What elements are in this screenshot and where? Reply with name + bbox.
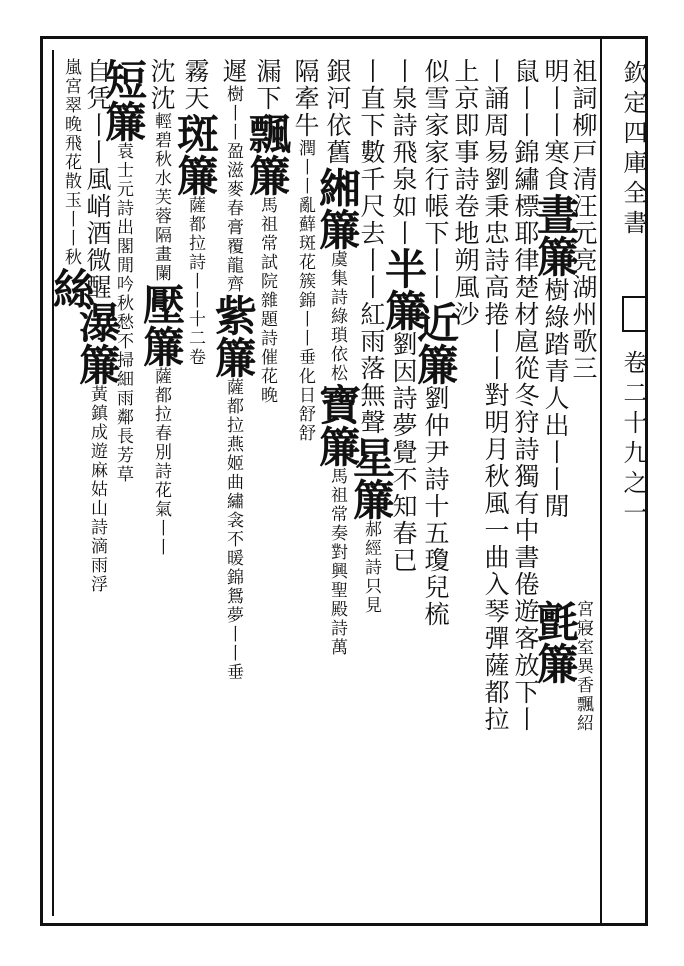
text-column-11 bbox=[243, 58, 292, 918]
column-text: 潤丨丨亂蘚斑 bbox=[295, 139, 315, 253]
entry-head: 半簾 bbox=[379, 247, 428, 331]
column-text: 輕碧秋水芙蓉隔畫闌 bbox=[151, 112, 171, 283]
text-column-12 bbox=[209, 58, 258, 918]
column-text: 郝經詩只見 bbox=[361, 520, 381, 615]
column-text: 霧天 bbox=[181, 58, 210, 112]
column-text: 劉仲尹詩十五瓊兒梳 bbox=[421, 385, 450, 628]
column-text: 馬祖常試院雜題詩催花晚 bbox=[257, 196, 277, 405]
entry-head: 寶簾 bbox=[313, 383, 362, 467]
entry-head: 飄簾 bbox=[243, 112, 292, 196]
text-column-5 bbox=[450, 58, 480, 458]
column-text: 樹丨丨盈滋麥春膏覆龍齊 bbox=[223, 85, 243, 294]
column-text: 丨泉詩飛泉如丨 bbox=[389, 58, 418, 247]
text-column-4 bbox=[480, 58, 510, 918]
text-column-right-tail bbox=[568, 600, 598, 900]
text-column-15 bbox=[99, 58, 148, 918]
column-text: 樹綠踏青人出丨丨閒 bbox=[541, 277, 570, 520]
text-column-16 bbox=[73, 58, 122, 918]
entry-head: 晝簾 bbox=[531, 193, 580, 277]
column-text: 祖詞柳戸清 bbox=[569, 58, 598, 193]
column-text: 隔牽牛 bbox=[291, 58, 320, 139]
text-column-13 bbox=[171, 58, 220, 918]
column-text: 薩都拉詩丨丨十二卷 bbox=[185, 196, 205, 367]
entry-head: 瀑簾 bbox=[73, 301, 122, 385]
entry-head: 紫簾 bbox=[209, 294, 258, 378]
column-text: 薩都拉燕姬曲繡衾 bbox=[223, 378, 243, 530]
entry-head: 壓簾 bbox=[137, 283, 186, 367]
margin-rule bbox=[600, 36, 602, 926]
column-text: 花簇錦丨丨垂化日舒舒 bbox=[295, 253, 315, 443]
column-text: 黃鎮成遊麻姑山詩滴雨浮 bbox=[87, 385, 107, 594]
column-text: 漏下 bbox=[253, 58, 282, 112]
margin-volume: 卷二十九之一 bbox=[619, 350, 647, 530]
text-column-3 bbox=[510, 58, 540, 918]
column-text: 愁不掃細雨鄰長芳草 bbox=[113, 313, 133, 484]
entry-head: 氈簾 bbox=[531, 600, 580, 684]
column-text: 馬祖常奏對興聖殿詩萬 bbox=[327, 467, 347, 657]
column-text: 似雪家家行帳下丨丨 bbox=[421, 58, 450, 301]
inner-rule bbox=[52, 50, 54, 916]
column-text: 嵐宮翠晚飛花散玉丨丨秋 bbox=[61, 58, 81, 267]
text-column-17 bbox=[47, 58, 96, 918]
column-text: 上京即事詩卷地朔風沙 bbox=[451, 58, 480, 328]
column-text: 袁士元詩出閣閒吟秋 bbox=[113, 142, 133, 313]
text-column-14 bbox=[137, 58, 186, 918]
column-text: 虞集詩綠瑣依松 bbox=[327, 250, 347, 383]
entry-head: 近簾 bbox=[411, 301, 460, 385]
column-text: 薩都拉春別詩花氣丨丨 bbox=[151, 367, 171, 557]
column-text: 宮寢室異香飄紹 bbox=[573, 600, 593, 733]
text-column-9 bbox=[313, 58, 362, 918]
column-text: 劉因詩夢覺不知春已 bbox=[389, 331, 418, 574]
column-text: 去丨丨紅雨落無聲 bbox=[357, 220, 386, 436]
text-column-right-entry bbox=[531, 600, 580, 900]
column-text: 銀河依舊 bbox=[323, 58, 352, 166]
text-column-6 bbox=[411, 58, 460, 918]
column-text: 丨直下數千尺 bbox=[357, 58, 386, 220]
entry-head: 星簾 bbox=[347, 436, 396, 520]
entry-head: 絲 bbox=[47, 267, 96, 309]
entry-head: 短簾 bbox=[99, 58, 148, 142]
column-text: 自凭丨丨風峭酒微醒 bbox=[83, 58, 112, 301]
fish-tail-mark bbox=[622, 296, 646, 332]
margin-title: 欽定四庫全書 bbox=[619, 60, 647, 240]
entry-head: 斑簾 bbox=[171, 112, 220, 196]
column-text: 鼠丨丨錦繡標耶律楚材扈從冬狩詩獨有中書倦遊客放下丨 bbox=[511, 58, 540, 733]
entry-head: 緗簾 bbox=[313, 166, 362, 250]
column-text: 沈沈 bbox=[147, 58, 176, 112]
column-text: 汪元亮湖州歌三 bbox=[569, 193, 598, 382]
column-text: 遲 bbox=[219, 58, 248, 85]
text-column-10 bbox=[290, 58, 320, 918]
column-text: 丨誦周易劉秉忠詩高捲丨丨對明月秋風一曲入琴彈薩都拉 bbox=[481, 58, 510, 733]
column-text: 明丨丨寒食 bbox=[541, 58, 570, 193]
column-text: 不暖錦鴛夢丨丨垂 bbox=[223, 530, 243, 682]
